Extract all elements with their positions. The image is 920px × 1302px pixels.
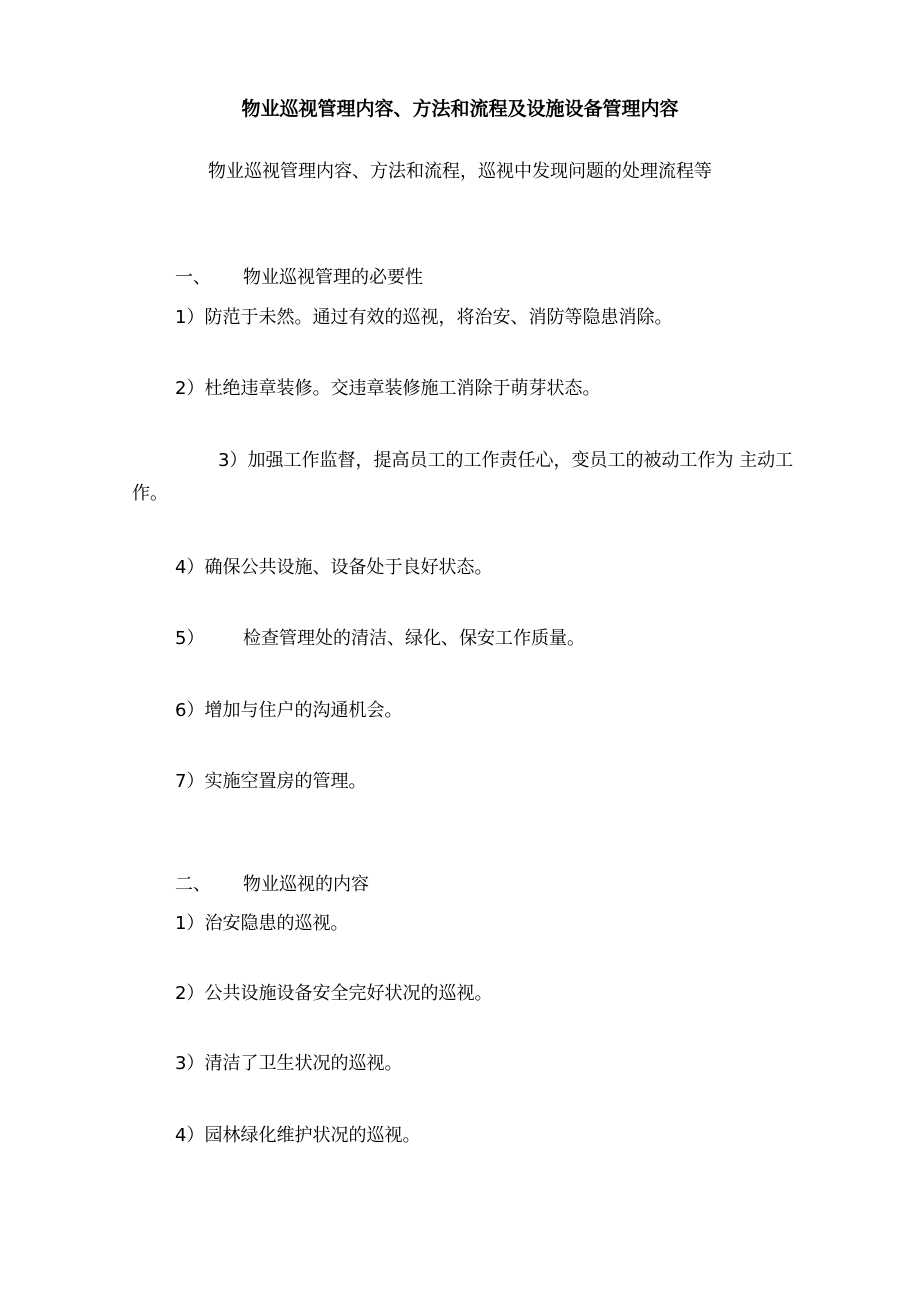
list-item: [175, 376, 600, 402]
list-item-text: 清洁了卫生状况的巡视。: [204, 1053, 403, 1074]
list-item: [175, 555, 492, 581]
list-item-text: 确保公共设施、设备处于良好状态。: [204, 557, 493, 578]
list-item: [175, 911, 348, 937]
list-item: [175, 1123, 420, 1149]
list-item-text: 治安隐患的巡视。: [204, 913, 349, 934]
list-item-number: 6）: [175, 700, 205, 721]
document-title: 物业巡视管理内容、方法和流程及设施设备管理内容: [241, 98, 679, 120]
list-item: [132, 444, 812, 510]
list-item: [175, 698, 402, 724]
list-item-number: 1）: [175, 307, 205, 328]
list-item: [175, 981, 492, 1007]
section-number: 二、: [175, 874, 211, 895]
list-item-number: 4）: [175, 557, 205, 578]
list-item-text: 实施空置房的管理。: [204, 771, 367, 792]
list-item-text: 杜绝违章装修。交违章装修施工消除于萌芽状态。: [204, 378, 601, 399]
list-item: [175, 626, 585, 652]
list-item-text: 园林绿化维护状况的巡视。: [204, 1125, 421, 1146]
section-heading: [175, 265, 423, 291]
list-item-number: 1）: [175, 913, 205, 934]
list-item-number: 2）: [175, 378, 205, 399]
list-item: [175, 1051, 402, 1077]
list-item-text: 增加与住户的沟通机会。: [204, 700, 403, 721]
list-item: [175, 305, 672, 331]
section-heading: [175, 872, 369, 898]
section-heading-text: 物业巡视管理的必要性: [243, 267, 423, 288]
section-heading-text: 物业巡视的内容: [243, 874, 369, 895]
list-item-number: 5）: [175, 628, 205, 649]
list-item-text: 公共设施设备安全完好状况的巡视。: [204, 983, 493, 1004]
list-item-number: 4）: [175, 1125, 205, 1146]
list-item: [175, 769, 366, 795]
list-item-text: 防范于未然。通过有效的巡视，将治安、消防等隐患消除。: [204, 307, 673, 328]
document-subtitle: 物业巡视管理内容、方法和流程，巡视中发现问题的处理流程等: [208, 161, 712, 182]
list-item-number: 3）: [218, 450, 248, 471]
section-number: 一、: [175, 267, 211, 288]
list-item-text: 检查管理处的清洁、绿化、保安工作质量。: [243, 628, 585, 649]
list-item-text: 加强工作监督，提高员工的工作责任心，变员工的被动工作为 主动工作。: [132, 450, 794, 504]
list-item-number: 2）: [175, 983, 205, 1004]
list-item-number: 3）: [175, 1053, 205, 1074]
list-item-number: 7）: [175, 771, 205, 792]
